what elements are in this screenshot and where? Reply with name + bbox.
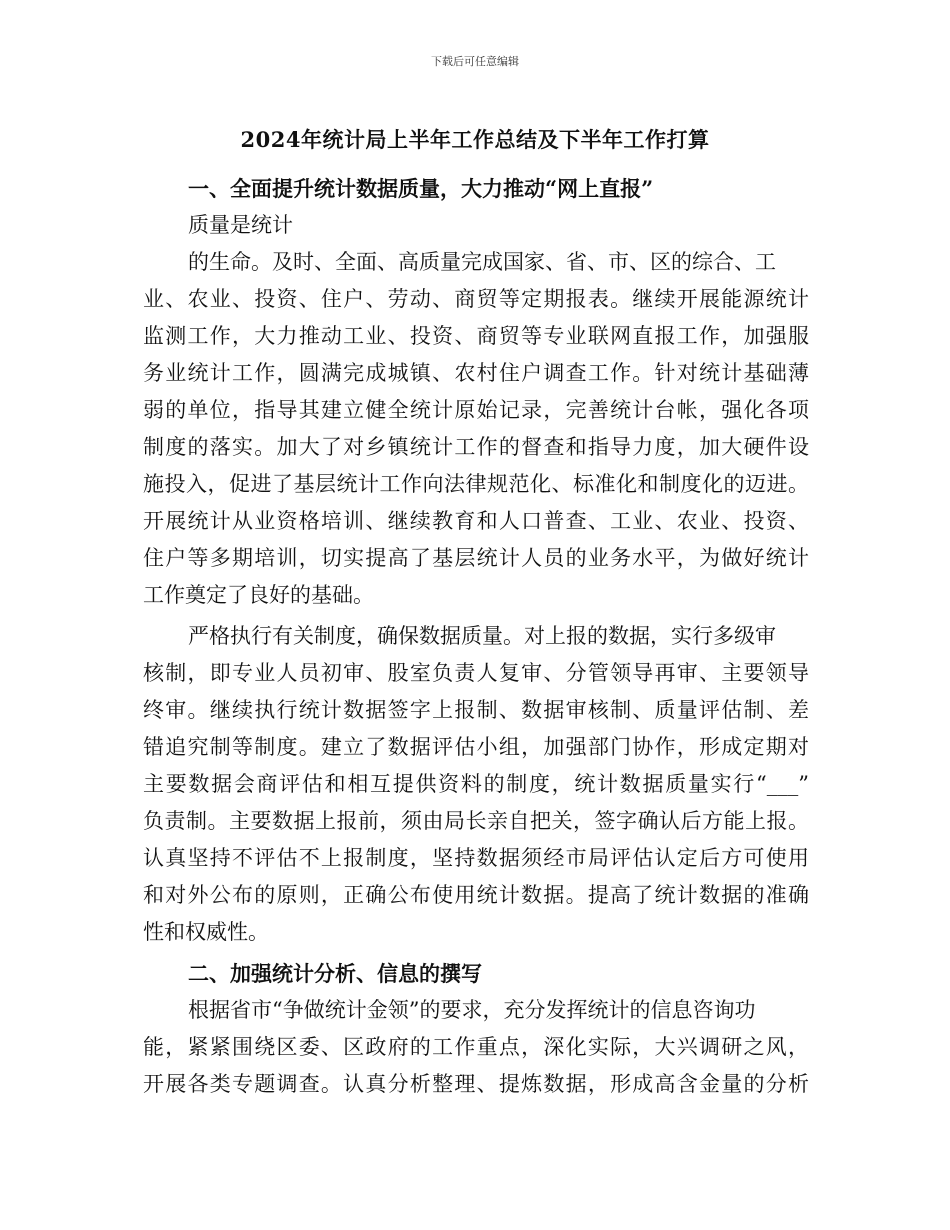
paragraph-line: 认真坚持不评估不上报制度，坚持数据须经市局评估认定后方可使用: [143, 846, 809, 870]
paragraph-line: 性和权威性。: [143, 920, 269, 944]
paragraph-line: 监测工作，大力推动工业、投资、商贸等专业联网直报工作，加强服: [143, 324, 809, 348]
paragraph-line: 务业统计工作，圆满完成城镇、农村住户调查工作。针对统计基础薄: [143, 361, 809, 385]
paragraph-line: 终审。继续执行统计数据签字上报制、数据审核制、质量评估制、差: [143, 698, 809, 722]
paragraph-line: 错追究制等制度。建立了数据评估小组，加强部门协作，形成定期对: [143, 735, 809, 759]
paragraph-line: 施投入，促进了基层统计工作向法律规范化、标准化和制度化的迈进。: [143, 472, 809, 496]
paragraph-line: 能，紧紧围绕区委、区政府的工作重点，深化实际，大兴调研之风，: [143, 1035, 809, 1059]
paragraph-line: 根据省市“争做统计金领”的要求，充分发挥统计的信息咨询功: [188, 998, 756, 1022]
header-note: 下载后可任意编辑: [431, 55, 519, 68]
paragraph-line: 负责制。主要数据上报前，须由局长亲自把关，签字确认后方能上报。: [143, 809, 809, 833]
paragraph-line: 弱的单位，指导其建立健全统计原始记录，完善统计台帐，强化各项: [143, 398, 809, 422]
paragraph-line: 制度的落实。加大了对乡镇统计工作的督查和指导力度，加大硬件设: [143, 435, 809, 459]
paragraph-line: 工作奠定了良好的基础。: [143, 583, 374, 607]
paragraph-line: 质量是统计: [188, 213, 293, 237]
section2-heading: 二、加强统计分析、信息的撰写: [188, 961, 482, 986]
section1-paragraph2: [143, 618, 809, 951]
paragraph-line: 严格执行有关制度，确保数据质量。对上报的数据，实行多级审: [188, 624, 776, 648]
document-body: [143, 170, 809, 1103]
paragraph-line: 的生命。及时、全面、高质量完成国家、省、市、区的综合、工: [188, 250, 776, 274]
paragraph-line: 主要数据会商评估和相互提供资料的制度，统计数据质量实行“___”: [143, 772, 809, 796]
section1-paragraph1: [143, 207, 809, 614]
section1-heading: 一、全面提升统计数据质量，大力推动“网上直报”: [188, 176, 654, 201]
paragraph-line: 开展各类专题调查。认真分析整理、提炼数据，形成高含金量的分析: [143, 1072, 809, 1096]
paragraph-line: 住户等多期培训，切实提高了基层统计人员的业务水平，为做好统计: [143, 546, 809, 570]
document-title: 2024年统计局上半年工作总结及下半年工作打算: [240, 127, 710, 152]
paragraph-line: 开展统计从业资格培训、继续教育和人口普查、工业、农业、投资、: [143, 509, 809, 533]
paragraph-line: 核制，即专业人员初审、股室负责人复审、分管领导再审、主要领导: [143, 661, 809, 685]
paragraph-line: 业、农业、投资、住户、劳动、商贸等定期报表。继续开展能源统计: [143, 287, 809, 311]
paragraph-line: 和对外公布的原则，正确公布使用统计数据。提高了统计数据的准确: [143, 883, 809, 907]
section2-paragraph1: [143, 992, 809, 1103]
